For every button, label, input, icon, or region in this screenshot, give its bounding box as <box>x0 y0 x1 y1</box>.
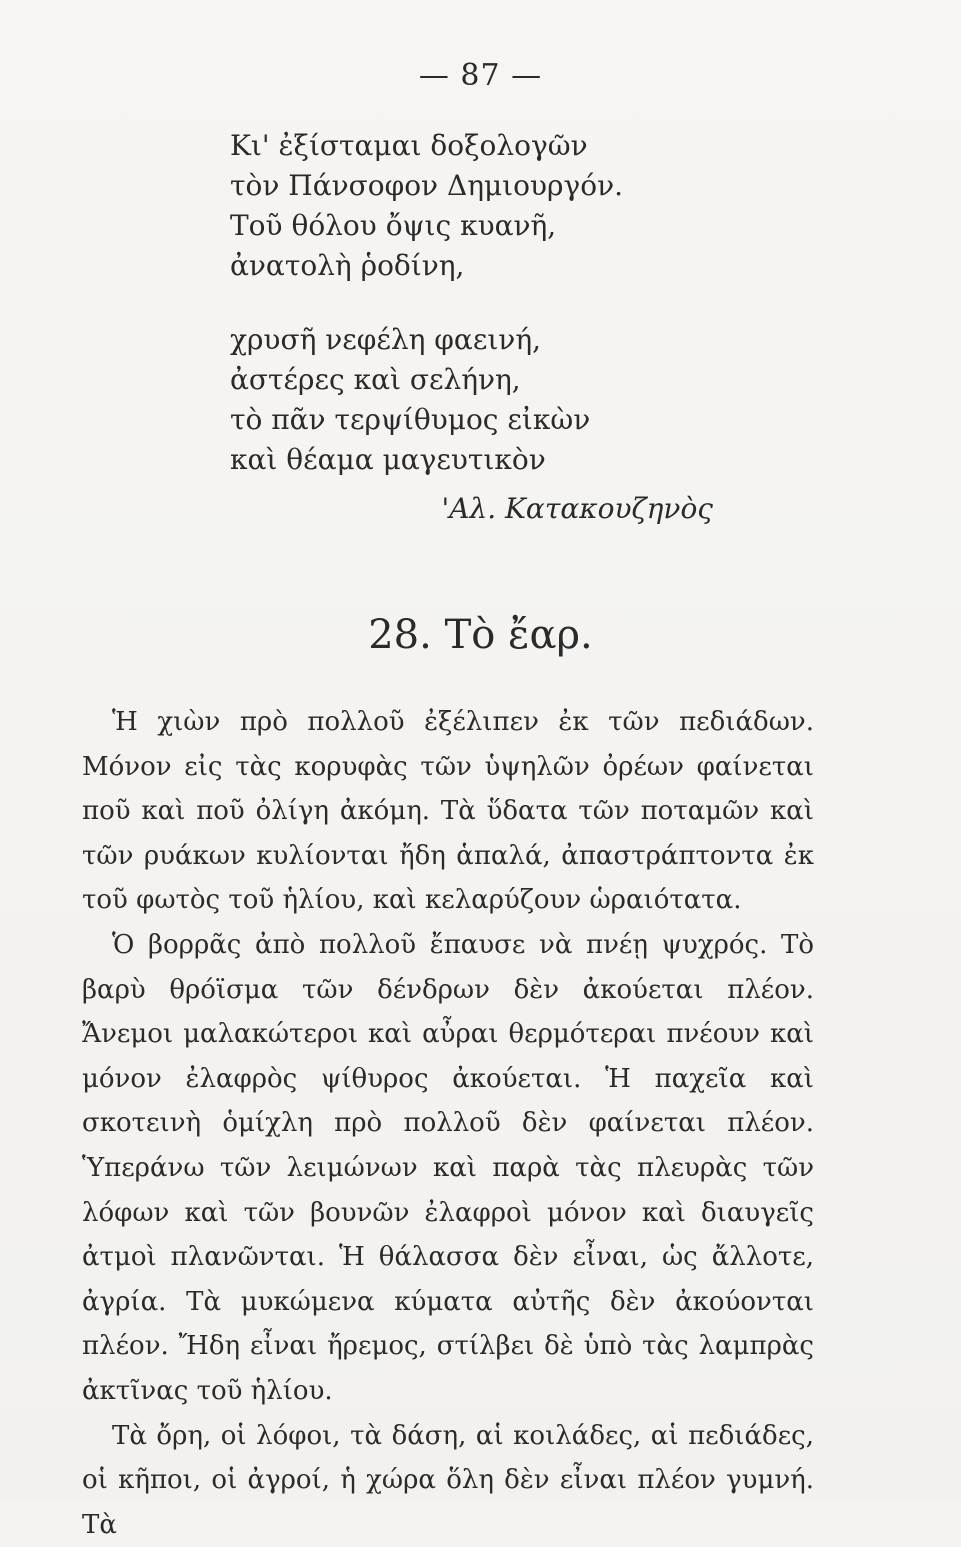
paragraph: Ἡ χιὼν πρὸ πολλοῦ ἐξέλιπεν ἐκ τῶν πεδιάδων. Μόνον εἰς τὰς κορυφὰς τῶν ὑψηλῶν ὀρέων φαίνεται ποῦ καὶ ποῦ ὀλίγη ἀκόμη. Τὰ ὕδατα τῶν ποταμῶν καὶ τῶν ρυάκων κυλίονται ἤδη ἁπαλά, ἀπαστράπτοντα ἐκ τοῦ φωτὸς τοῦ ἡλίου, καὶ κελαρύζουν ὡραιότατα. <box>82 700 814 923</box>
page-number: — 87 — <box>0 58 961 93</box>
poem-line: Κι' ἐξίσταμαι δοξολογῶν <box>230 126 623 166</box>
poem-line: τὸ πᾶν τερψίθυμος εἰκὼν <box>230 400 623 440</box>
poem-stanza-2 <box>230 320 623 480</box>
poem-line: χρυσῆ νεφέλη φαεινή, <box>230 320 623 360</box>
section-heading: 28. Τὸ ἔαρ. <box>0 612 961 658</box>
poem-line: τὸν Πάνσοφον Δημιουργόν. <box>230 166 623 206</box>
poem-line: καὶ θέαμα μαγευτικὸν <box>230 440 623 480</box>
poem-line: ἀνατολὴ ῥοδίνη, <box>230 246 623 286</box>
paragraph: Τὰ ὄρη, οἱ λόφοι, τὰ δάση, αἱ κοιλάδες, αἱ πεδιάδες, οἱ κῆποι, οἱ ἀγροί, ἡ χώρα ὅλη δὲν εἶναι πλέον γυμνή. Τὰ <box>82 1414 814 1547</box>
poem-line: ἀστέρες καὶ σελήνη, <box>230 360 623 400</box>
poem <box>230 126 623 514</box>
poem-line: Τοῦ θόλου ὄψις κυανῆ, <box>230 206 623 246</box>
section-body <box>82 700 814 1547</box>
paragraph: Ὁ βορρᾶς ἀπὸ πολλοῦ ἔπαυσε νὰ πνέῃ ψυχρός. Τὸ βαρὺ θρόϊσμα τῶν δένδρων δὲν ἀκούεται πλέον. Ἄνεμοι μαλακώτεροι καὶ αὖραι θερμότεραι πνέουν καὶ μόνον ἐλαφρὸς ψίθυρος ἀκούεται. Ἡ παχεῖα καὶ σκοτεινὴ ὁμίχλη πρὸ πολλοῦ δὲν φαίνεται πλέον. Ὑπεράνω τῶν λειμώνων καὶ παρὰ τὰς πλευρὰς τῶν λόφων καὶ τῶν βουνῶν ἐλαφροὶ μόνον καὶ διαυγεῖς ἀτμοὶ πλανῶνται. Ἡ θάλασσα δὲν εἶναι, ὡς ἄλλοτε, ἀγρία. Τὰ μυκώμενα κύματα αὐτῆς δὲν ἀκούονται πλέον. Ἤδη εἶναι ἤρεμος, στίλβει δὲ ὑπὸ τὰς λαμπρὰς ἀκτῖνας τοῦ ἡλίου. <box>82 923 814 1414</box>
poem-author: 'Αλ. Κατακουζηνὸς <box>442 492 713 525</box>
poem-stanza-1 <box>230 126 623 286</box>
